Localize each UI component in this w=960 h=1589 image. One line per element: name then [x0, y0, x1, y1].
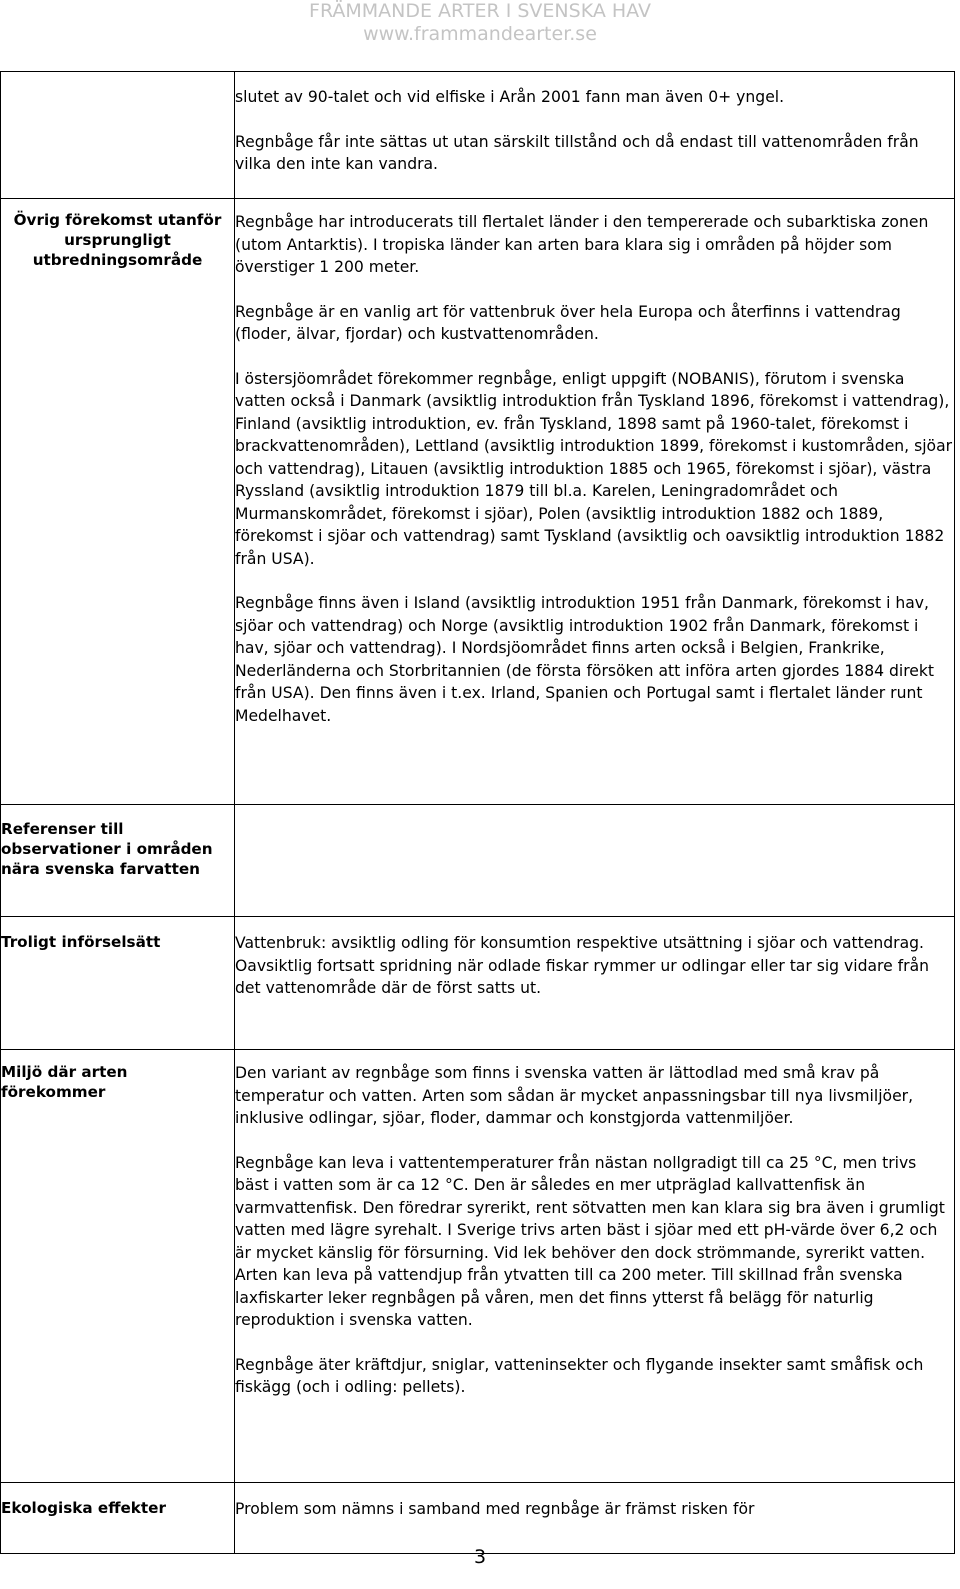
- row-label: [1, 72, 235, 199]
- table-row: [1, 1483, 955, 1554]
- paragraph: Regnbåge är en vanlig art för vattenbruk över hela Europa och återfinns i vattendrag (floder, älvar, fjordar) och kustvattenområden.: [235, 302, 901, 343]
- table-row: [1, 199, 955, 805]
- paragraph: Problem som nämns i samband med regnbåge är främst risken för: [235, 1500, 755, 1518]
- paragraph: Den variant av regnbåge som finns i svenska vatten är lättodlad med små krav på temperatur och vatten. Arten som sådan är mycket anpassningsbar till nya livsmiljöer, inklusive odlingar, sjöar, floder, dammar och konstgjorda vattenmiljöer.: [235, 1064, 914, 1127]
- page-number: 3: [473, 1546, 487, 1568]
- paragraph: Regnbåge äter kräftdjur, sniglar, vatteninsekter och flygande insekter samt småfisk och fiskägg (och i odling: pellets).: [235, 1355, 924, 1396]
- row-label: Referenser till observationer i områden nära svenska farvatten: [1, 805, 235, 917]
- header-title: FRÄMMANDE ARTER I SVENSKA HAV: [309, 0, 651, 22]
- table-row: [1, 917, 955, 1050]
- paragraph: Regnbåge kan leva i vattentemperaturer från nästan nollgradigt till ca 25 °C, men trivs bäst i vatten som är ca 12 °C. Den är således en mer utpräglad kallvattenfisk än varmvattenfisk. Den föredrar syrerikt, rent sötvatten men kan klara sig bra även i grumligt vatten med lägre syrehalt. I Sverige trivs arten bäst i sjöar med ett pH-värde över 6,2 och är mycket känslig för försurning. Vid lek behöver den dock strömmande, syrerikt vatten. Arten kan leva på vattendjup från ytvatten till ca 200 meter. Till skillnad från svenska laxfiskarter leker regnbågen på våren, men det finns ytterst få belägg för naturlig reproduktion i svenska vatten.: [235, 1153, 945, 1329]
- paragraph: Vattenbruk: avsiktlig odling för konsumtion respektive utsättning i sjöar och vattendrag. Oavsiktlig fortsatt spridning när odlade fiskar rymmer ur odlingar eller tar sig vidare från det vattenområde där de först satts ut.: [235, 934, 930, 997]
- row-label: Miljö där arten förekommer: [1, 1050, 235, 1483]
- species-fact-table: [0, 71, 955, 1554]
- table-row: [1, 805, 955, 917]
- paragraph: Regnbåge får inte sättas ut utan särskilt tillstånd och då endast till vattenområden från vilka den inte kan vandra.: [235, 132, 919, 173]
- row-label: Troligt införselsätt: [1, 917, 235, 1050]
- row-content: [235, 199, 955, 805]
- paragraph: slutet av 90-talet och vid elfiske i Arån 2001 fann man även 0+ yngel.: [235, 88, 785, 106]
- row-label: Ekologiska effekter: [1, 1483, 235, 1554]
- row-label: Övrig förekomst utanför ursprungligt utbredningsområde: [1, 199, 235, 805]
- row-content: [235, 72, 955, 199]
- table-row: [1, 1050, 955, 1483]
- row-content: [235, 1050, 955, 1483]
- table-row: [1, 72, 955, 199]
- header-url: www.frammandearter.se: [363, 23, 597, 45]
- paragraph: I östersjöområdet förekommer regnbåge, enligt uppgift (NOBANIS), förutom i svenska vatten också i Danmark (avsiktlig introduktion från Tyskland 1896, förekomst i vattendrag), Finland (avsiktlig introduktion, ev. från Tyskland, 1898 samt på 1960-talet, förekomst i brackvattenområden), Lettland (avsiktlig introduktion 1899, förekomst i kustområden, sjöar och vattendrag), Litauen (avsiktlig introduktion 1885 och 1965, förekomst i sjöar), västra Ryssland (avsiktlig introduktion 1879 till bl.a. Karelen, Leningradområdet och Murmanskområdet, förekomst i sjöar), Polen (avsiktlig introduktion 1882 och 1889, förekomst i sjöar och vattendrag) samt Tyskland (avsiktlig och oavsiktlig introduktion 1882 från USA).: [235, 369, 953, 568]
- row-content: [235, 1483, 955, 1554]
- row-content: [235, 805, 955, 917]
- row-content: [235, 917, 955, 1050]
- paragraph: Regnbåge har introducerats till flertalet länder i den tempererade och subarktiska zonen (utom Antarktis). I tropiska länder kan arten bara klara sig i områden på höjder som överstiger 1 200 meter.: [235, 213, 929, 276]
- paragraph: Regnbåge finns även i Island (avsiktlig introduktion 1951 från Danmark, förekomst i hav, sjöar och vattendrag) och Norge (avsiktlig introduktion 1902 från Danmark, förekomst i hav, sjöar och vattendrag). I Nordsjöområdet finns arten också i Belgien, Frankrike, Nederländerna och Storbritannien (de första försöken att införa arten gjordes 1884 direkt från USA). Den finns även i t.ex. Irland, Spanien och Portugal samt i flertalet länder runt Medelhavet.: [235, 594, 935, 725]
